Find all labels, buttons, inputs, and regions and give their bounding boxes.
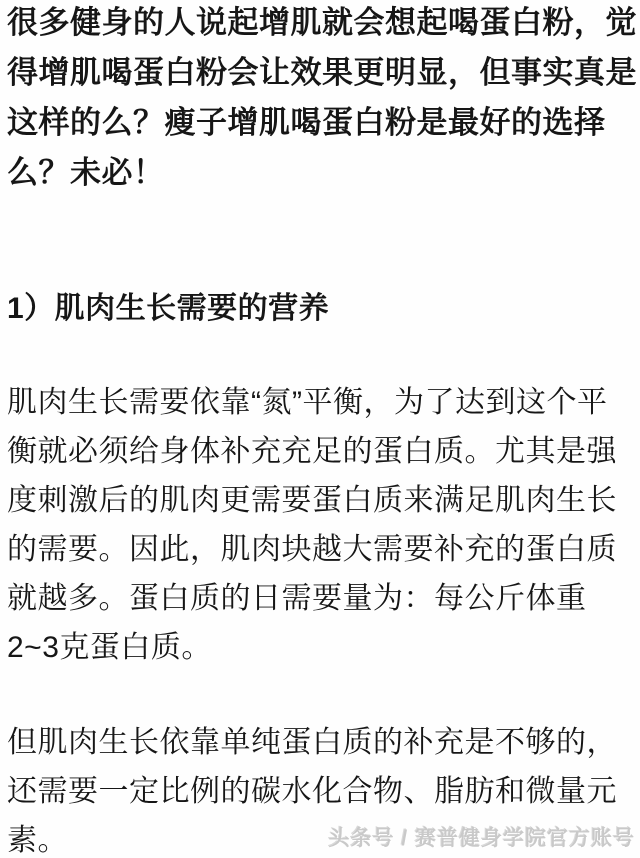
- body-paragraph-2: 但肌肉生长依靠单纯蛋白质的补充是不够的，还需要一定比例的碳水化合物、脂肪和微量元素。: [7, 726, 617, 857]
- toutiao-watermark: 头条号 / 赛普健身学院官方账号: [328, 827, 635, 850]
- intro-paragraph: 很多健身的人说起增肌就会想起喝蛋白粉，觉得增肌喝蛋白粉会让效果更明显，但事实真是这样的么？瘦子增肌喝蛋白粉是最好的选择么？未必！: [7, 5, 637, 190]
- section-heading: 1）肌肉生长需要的营养: [7, 292, 330, 325]
- body-paragraph-1: 肌肉生长需要依靠“氮”平衡，为了达到这个平衡就必须给身体补充充足的蛋白质。尤其是强度刺激后的肌肉更需要蛋白质来满足肌肉生长的需要。因此，肌肉块越大需要补充的蛋白质就越多。蛋白质的日需要量为：每公斤体重2~3克蛋白质。: [7, 386, 617, 664]
